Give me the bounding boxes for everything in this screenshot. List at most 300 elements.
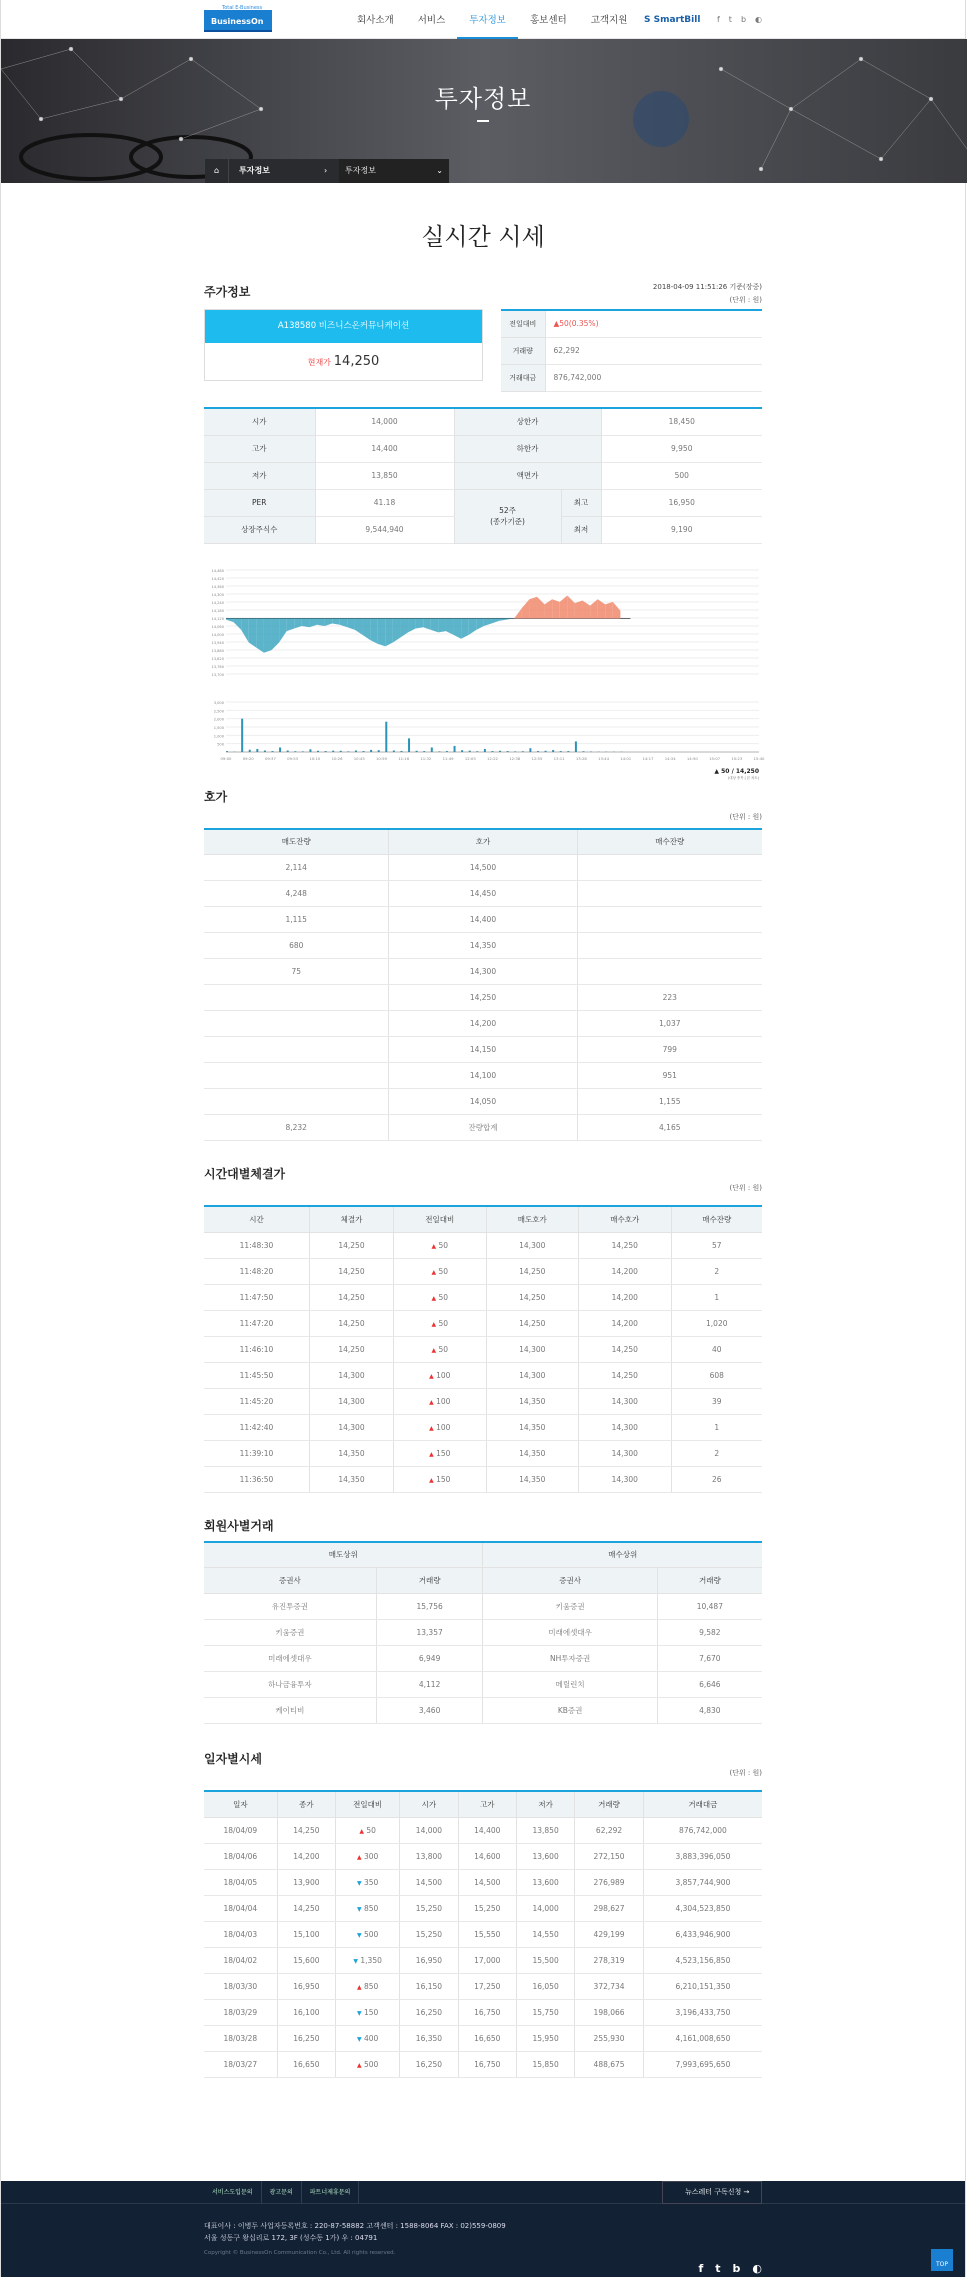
- y-tick-label: 14,360: [211, 585, 224, 589]
- table-cell: 11:48:30: [204, 1232, 309, 1258]
- table-row: [204, 1063, 762, 1089]
- table-cell: 18/04/06: [204, 1843, 277, 1869]
- table-row: [204, 1310, 762, 1336]
- column-header: 매수상위: [483, 1542, 762, 1568]
- table-row: [204, 408, 762, 435]
- price-area-segment: [332, 618, 340, 624]
- trades-unit: (단위 : 원): [729, 1183, 762, 1193]
- table-cell: [394, 1258, 487, 1284]
- table-cell: 1: [671, 1414, 762, 1440]
- detail-label: 액면가: [454, 462, 601, 489]
- footer-address: 서울 성동구 왕십리로 172, 3F (성수동 1가) 우 : 04791: [204, 2232, 762, 2244]
- price-area-segment: [537, 596, 545, 618]
- table-cell: 유진투증권: [204, 1594, 376, 1620]
- x-tick-label: 11:32: [420, 756, 432, 761]
- table-cell: 14,100: [389, 1063, 577, 1089]
- price-area-segment: [325, 618, 333, 626]
- price-area-segment: [499, 618, 507, 621]
- table-cell: [577, 933, 762, 959]
- change-value: 500: [364, 1930, 378, 1939]
- up-arrow-icon: ▲: [357, 2062, 362, 2069]
- table-cell: 16,650: [458, 2025, 516, 2051]
- table-cell: 1,115: [204, 907, 389, 933]
- price-area-segment: [423, 618, 431, 629]
- price-area-segment: [408, 618, 416, 632]
- table-cell: 14,450: [389, 881, 577, 907]
- table-cell: 14,250: [389, 985, 577, 1011]
- table-cell: 1,037: [577, 1011, 762, 1037]
- x-tick-label: 09:37: [265, 756, 277, 761]
- x-tick-label: 14:01: [620, 756, 632, 761]
- table-row: [204, 1817, 762, 1843]
- table-cell: 4,112: [376, 1672, 483, 1698]
- nav-service[interactable]: 서비스: [406, 0, 458, 39]
- summary-label: 전일대비: [501, 310, 545, 337]
- smartbill-link[interactable]: S SmartBill: [644, 15, 700, 25]
- x-tick-label: 10:43: [354, 756, 366, 761]
- blog-icon[interactable]: b: [741, 15, 746, 24]
- volume-bar: [241, 718, 243, 751]
- column-header: 거래대금: [643, 1791, 762, 1817]
- nav-pr[interactable]: 홍보센터: [518, 0, 579, 39]
- price-area-segment: [567, 595, 575, 618]
- table-cell: 298,627: [575, 1895, 644, 1921]
- table-cell: [336, 1817, 400, 1843]
- detail-label: 상한가: [454, 408, 601, 435]
- chevron-down-icon: ⌄: [436, 159, 443, 183]
- table-cell: 14,200: [579, 1284, 672, 1310]
- table-cell: [394, 1284, 487, 1310]
- price-area-segment: [287, 618, 295, 631]
- table-cell: 16,250: [400, 2051, 458, 2077]
- table-cell: 2: [671, 1258, 762, 1284]
- x-tick-label: 15:07: [709, 756, 721, 761]
- table-cell: 272,150: [575, 1843, 644, 1869]
- price-area-segment: [431, 618, 439, 632]
- scroll-top-button[interactable]: TOP: [931, 2249, 953, 2271]
- detail-label: 하한가: [454, 435, 601, 462]
- table-cell: 14,300: [309, 1362, 393, 1388]
- table-cell: 14,250: [277, 1895, 335, 1921]
- column-header: 호가: [389, 829, 577, 855]
- table-cell: 13,357: [376, 1620, 483, 1646]
- x-tick-label: 10:59: [376, 756, 388, 761]
- table-cell: 13,600: [516, 1843, 574, 1869]
- hoga-heading-row: [204, 788, 762, 828]
- price-area-segment: [234, 618, 242, 629]
- table-cell: 14,050: [389, 1089, 577, 1115]
- table-cell: 미래에셋대우: [204, 1646, 376, 1672]
- price-area-segment: [264, 618, 272, 652]
- price-area-segment: [393, 618, 401, 642]
- table-cell: 14,200: [389, 1011, 577, 1037]
- detail-label: PER: [204, 489, 315, 516]
- up-arrow-icon: ▲: [429, 1477, 434, 1484]
- table-cell: 876,742,000: [643, 1817, 762, 1843]
- x-tick-label: 11:49: [443, 756, 455, 761]
- summary-value: 62,292: [545, 337, 762, 364]
- price-area-segment: [355, 618, 363, 635]
- down-arrow-icon: ▼: [357, 2010, 362, 2017]
- table-cell: 6,646: [657, 1672, 762, 1698]
- x-tick-label: 12:22: [487, 756, 499, 761]
- detail-value: 9,544,940: [315, 516, 454, 543]
- stock-price-box: [204, 309, 483, 381]
- table-cell: 8,232: [204, 1115, 389, 1141]
- table-cell: 14,600: [458, 1843, 516, 1869]
- volume-bar: [249, 749, 251, 751]
- table-cell: 14,350: [309, 1466, 393, 1492]
- column-header: 시가: [400, 1791, 458, 1817]
- newsletter-button[interactable]: [662, 2181, 762, 2204]
- column-header: 매도상위: [204, 1542, 483, 1568]
- price-area-segment: [605, 601, 613, 618]
- twitter-icon[interactable]: t: [715, 2262, 720, 2275]
- price-area-segment: [613, 601, 621, 618]
- table-cell: 16,250: [277, 2025, 335, 2051]
- column-header: 매수호가: [579, 1206, 672, 1232]
- column-header: 전일대비: [336, 1791, 400, 1817]
- price-area-segment: [582, 600, 590, 618]
- nav-support[interactable]: 고객지원: [579, 0, 640, 39]
- main-nav: [345, 0, 639, 39]
- change-value: 150: [436, 1475, 450, 1484]
- table-cell: 198,066: [575, 1999, 644, 2025]
- table-cell: 18/03/28: [204, 2025, 277, 2051]
- table-row: [204, 1594, 762, 1620]
- detail-value: 14,400: [315, 435, 454, 462]
- footer-link-service[interactable]: 서비스도입문의: [204, 2181, 262, 2204]
- post-icon[interactable]: ◐: [755, 15, 762, 24]
- table-cell: 11:47:20: [204, 1310, 309, 1336]
- breadcrumb: [205, 159, 449, 183]
- home-icon[interactable]: ⌂: [205, 159, 229, 183]
- price-area-segment: [347, 618, 355, 629]
- volume-bar: [408, 738, 410, 752]
- table-row: [204, 1843, 762, 1869]
- facebook-icon[interactable]: f: [698, 2262, 703, 2275]
- table-cell: 14,300: [579, 1466, 672, 1492]
- table-cell: [336, 2051, 400, 2077]
- trades-heading-row: [204, 1165, 762, 1205]
- logo-text: BusinessOn: [211, 17, 263, 26]
- summary-value: ▲50(0.35%): [545, 310, 762, 337]
- table-row: [204, 855, 762, 881]
- table-cell: 15,250: [458, 1895, 516, 1921]
- table-row: [204, 1698, 762, 1724]
- table-row: [204, 1973, 762, 1999]
- table-cell: 1,155: [577, 1089, 762, 1115]
- table-cell: 14,250: [309, 1336, 393, 1362]
- y-tick-label: 14,000: [211, 633, 224, 637]
- table-row: [204, 1115, 762, 1141]
- column-header: 일자: [204, 1791, 277, 1817]
- table-cell: 14,300: [486, 1336, 579, 1362]
- detail-value: 18,450: [601, 408, 762, 435]
- price-area-segment: [302, 618, 310, 627]
- table-cell: 18/04/03: [204, 1921, 277, 1947]
- y-tick-label: 14,480: [211, 569, 224, 573]
- table-cell: 14,400: [458, 1817, 516, 1843]
- facebook-icon[interactable]: f: [717, 15, 720, 24]
- table-cell: 14,250: [486, 1258, 579, 1284]
- down-arrow-icon: ▼: [353, 1958, 358, 1965]
- detail-label-52week: 52주 (종가기준): [454, 489, 561, 543]
- price-area-segment: [363, 618, 371, 640]
- table-cell: 62,292: [575, 1817, 644, 1843]
- footer-sns: [698, 2262, 762, 2275]
- footer-link-partner[interactable]: 파트너제휴문의: [302, 2181, 360, 2204]
- footer: [1, 2181, 965, 2277]
- price-area-segment: [446, 618, 454, 635]
- x-tick-label: 09:00: [221, 756, 233, 761]
- price-area-segment: [400, 618, 408, 637]
- table-cell: 14,400: [389, 907, 577, 933]
- table-row: [204, 985, 762, 1011]
- table-cell: 255,930: [575, 2025, 644, 2051]
- table-cell: 17,250: [458, 1973, 516, 1999]
- table-cell: [394, 1466, 487, 1492]
- table-cell: 13,800: [400, 1843, 458, 1869]
- detail-value: 500: [601, 462, 762, 489]
- change-value: 400: [364, 2034, 378, 2043]
- table-row: [204, 1895, 762, 1921]
- column-header: 거래량: [657, 1568, 762, 1594]
- up-arrow-icon: ▲: [429, 1399, 434, 1406]
- members-heading-row: [204, 1517, 762, 1541]
- volume-bar: [385, 721, 387, 751]
- price-area-segment: [249, 618, 257, 647]
- table-cell: 11:39:10: [204, 1440, 309, 1466]
- last-price-label: ▲ 50 / 14,250: [714, 768, 759, 775]
- table-cell: 3,857,744,900: [643, 1869, 762, 1895]
- table-cell: 케이티비: [204, 1698, 376, 1724]
- table-cell: 276,989: [575, 1869, 644, 1895]
- table-cell: 14,300: [579, 1388, 672, 1414]
- table-cell: 14,350: [389, 933, 577, 959]
- table-cell: 16,750: [458, 2051, 516, 2077]
- table-cell: 14,350: [486, 1466, 579, 1492]
- x-tick-label: 15:23: [731, 756, 743, 761]
- breadcrumb-depth2-label: 투자정보: [345, 159, 376, 183]
- table-cell: [336, 2025, 400, 2051]
- table-cell: 26: [671, 1466, 762, 1492]
- price-area-segment: [294, 618, 302, 628]
- column-header: 저가: [516, 1791, 574, 1817]
- price-area-segment: [370, 618, 378, 643]
- table-cell: [336, 1999, 400, 2025]
- table-cell: 16,250: [400, 1999, 458, 2025]
- volume-bar: [309, 749, 311, 752]
- price-area-segment: [272, 618, 280, 650]
- table-cell: [577, 959, 762, 985]
- table-cell: 14,350: [486, 1414, 579, 1440]
- change-value: 50: [439, 1345, 449, 1354]
- intraday-chart: [204, 564, 762, 776]
- post-icon[interactable]: ◐: [752, 2262, 762, 2275]
- detail-value: 9,950: [601, 435, 762, 462]
- table-row: [204, 1414, 762, 1440]
- table-cell: 11:46:10: [204, 1336, 309, 1362]
- volume-bar: [552, 750, 554, 752]
- daily-heading: 일자별시세: [204, 1750, 262, 1767]
- column-header: 전일대비: [394, 1206, 487, 1232]
- breadcrumb-depth2-select[interactable]: [339, 159, 449, 183]
- table-cell: [577, 855, 762, 881]
- table-row: [204, 1089, 762, 1115]
- table-cell: 18/04/05: [204, 1869, 277, 1895]
- table-cell: 15,756: [376, 1594, 483, 1620]
- members-heading: 회원사별거래: [204, 1517, 762, 1534]
- table-cell: [204, 1089, 389, 1115]
- breadcrumb-depth1[interactable]: 투자정보: [229, 159, 324, 183]
- price-label: 현재가: [308, 358, 331, 367]
- table-cell: 57: [671, 1232, 762, 1258]
- table-cell: 11:45:20: [204, 1388, 309, 1414]
- logo-tagline: Total E-Business: [222, 5, 262, 11]
- table-cell: 14,200: [579, 1310, 672, 1336]
- table-cell: 16,350: [400, 2025, 458, 2051]
- volume-tick-label: 2,500: [214, 709, 225, 713]
- table-cell: 메릴린치: [483, 1672, 657, 1698]
- price-area-segment: [560, 595, 568, 618]
- table-row: [204, 1646, 762, 1672]
- table-cell: 14,250: [579, 1336, 672, 1362]
- table-cell: 14,250: [579, 1362, 672, 1388]
- stock-timestamp: 2018-04-09 11:51:26 기준(장중): [653, 282, 762, 292]
- volume-tick-label: 2,000: [214, 717, 225, 721]
- table-header-row: [204, 1206, 762, 1232]
- table-cell: 3,460: [376, 1698, 483, 1724]
- table-row: [204, 2051, 762, 2077]
- x-tick-label: 14:17: [642, 756, 654, 761]
- change-value: 50: [439, 1267, 449, 1276]
- table-cell: 11:42:40: [204, 1414, 309, 1440]
- nav-investor[interactable]: 투자정보: [457, 0, 518, 39]
- down-arrow-icon: ▼: [357, 1932, 362, 1939]
- detail-value: 14,000: [315, 408, 454, 435]
- table-cell: [394, 1232, 487, 1258]
- table-cell: 16,750: [458, 1999, 516, 2025]
- table-cell: 14,200: [277, 1843, 335, 1869]
- table-cell: [394, 1388, 487, 1414]
- current-price: 14,250: [334, 354, 380, 369]
- table-row: [204, 881, 762, 907]
- table-row: [204, 1258, 762, 1284]
- table-cell: 39: [671, 1388, 762, 1414]
- logo[interactable]: [204, 10, 272, 32]
- nav-company[interactable]: 회사소개: [345, 0, 406, 39]
- table-header-row: [204, 1791, 762, 1817]
- column-header: 체결가: [309, 1206, 393, 1232]
- table-cell: 18/04/09: [204, 1817, 277, 1843]
- table-cell: 488,675: [575, 2051, 644, 2077]
- x-tick-label: 10:26: [332, 756, 344, 761]
- price-area-segment: [484, 618, 492, 626]
- y-tick-label: 13,820: [211, 657, 224, 661]
- table-cell: 4,165: [577, 1115, 762, 1141]
- stock-heading-row: [204, 279, 762, 305]
- table-cell: 14,300: [486, 1362, 579, 1388]
- up-arrow-icon: ▲: [359, 1828, 364, 1835]
- sns-links: [717, 15, 762, 24]
- table-cell: 키움증권: [483, 1594, 657, 1620]
- table-row: [204, 1921, 762, 1947]
- footer-link-ad[interactable]: 광고문의: [262, 2181, 302, 2204]
- hoga-heading: 호가: [204, 788, 227, 805]
- change-value: 850: [364, 1904, 378, 1913]
- table-cell: 14,250: [579, 1232, 672, 1258]
- table-row: [204, 1999, 762, 2025]
- table-cell: 16,950: [400, 1947, 458, 1973]
- table-row: [501, 337, 762, 364]
- table-cell: 14,300: [309, 1388, 393, 1414]
- table-cell: 13,850: [516, 1817, 574, 1843]
- hoga-unit: (단위 : 원): [729, 812, 762, 822]
- newsletter-label: 뉴스레터 구독신청 →: [685, 2188, 749, 2196]
- table-cell: 4,161,008,650: [643, 2025, 762, 2051]
- y-tick-label: 13,880: [211, 649, 224, 653]
- twitter-icon[interactable]: t: [729, 15, 732, 24]
- table-cell: 14,200: [579, 1258, 672, 1284]
- table-cell: 13,600: [516, 1869, 574, 1895]
- table-cell: 10,487: [657, 1594, 762, 1620]
- column-header: 거래량: [376, 1568, 483, 1594]
- table-cell: 11:45:50: [204, 1362, 309, 1388]
- change-value: 50: [439, 1319, 449, 1328]
- up-arrow-icon: ▲: [357, 1854, 362, 1861]
- price-area-segment: [256, 618, 264, 652]
- stock-heading: 주가정보: [204, 283, 250, 300]
- table-row: [204, 1388, 762, 1414]
- table-cell: 14,550: [516, 1921, 574, 1947]
- table-cell: 3,196,433,750: [643, 1999, 762, 2025]
- table-row: [501, 310, 762, 337]
- table-cell: 14,250: [486, 1284, 579, 1310]
- table-cell: 608: [671, 1362, 762, 1388]
- table-cell: 223: [577, 985, 762, 1011]
- y-tick-label: 13,760: [211, 665, 224, 669]
- table-cell: 278,319: [575, 1947, 644, 1973]
- table-row: [204, 462, 762, 489]
- y-tick-label: 14,120: [211, 617, 224, 621]
- table-cell: 429,199: [575, 1921, 644, 1947]
- table-cell: 2: [671, 1440, 762, 1466]
- price-area-segment: [575, 600, 583, 618]
- price-area-segment: [226, 618, 234, 622]
- table-cell: 14,250: [277, 1817, 335, 1843]
- table-cell: [204, 1063, 389, 1089]
- blog-icon[interactable]: b: [733, 2262, 741, 2275]
- change-value: 100: [436, 1423, 450, 1432]
- table-row: [501, 364, 762, 391]
- up-arrow-icon: ▲: [431, 1347, 436, 1354]
- table-cell: 14,300: [486, 1232, 579, 1258]
- daily-heading-row: [204, 1750, 762, 1790]
- table-cell: 6,433,946,900: [643, 1921, 762, 1947]
- volume-tick-label: 1,500: [214, 726, 225, 730]
- up-arrow-icon: ▲: [431, 1269, 436, 1276]
- table-row: [204, 907, 762, 933]
- table-cell: 14,300: [389, 959, 577, 985]
- table-cell: 15,600: [277, 1947, 335, 1973]
- x-tick-label: 12:05: [465, 756, 477, 761]
- hoga-table: [204, 828, 762, 1142]
- table-cell: [336, 1921, 400, 1947]
- last-price-note: (대상 종목 | 본 차트): [728, 775, 760, 780]
- table-cell: [204, 1037, 389, 1063]
- table-cell: [336, 1947, 400, 1973]
